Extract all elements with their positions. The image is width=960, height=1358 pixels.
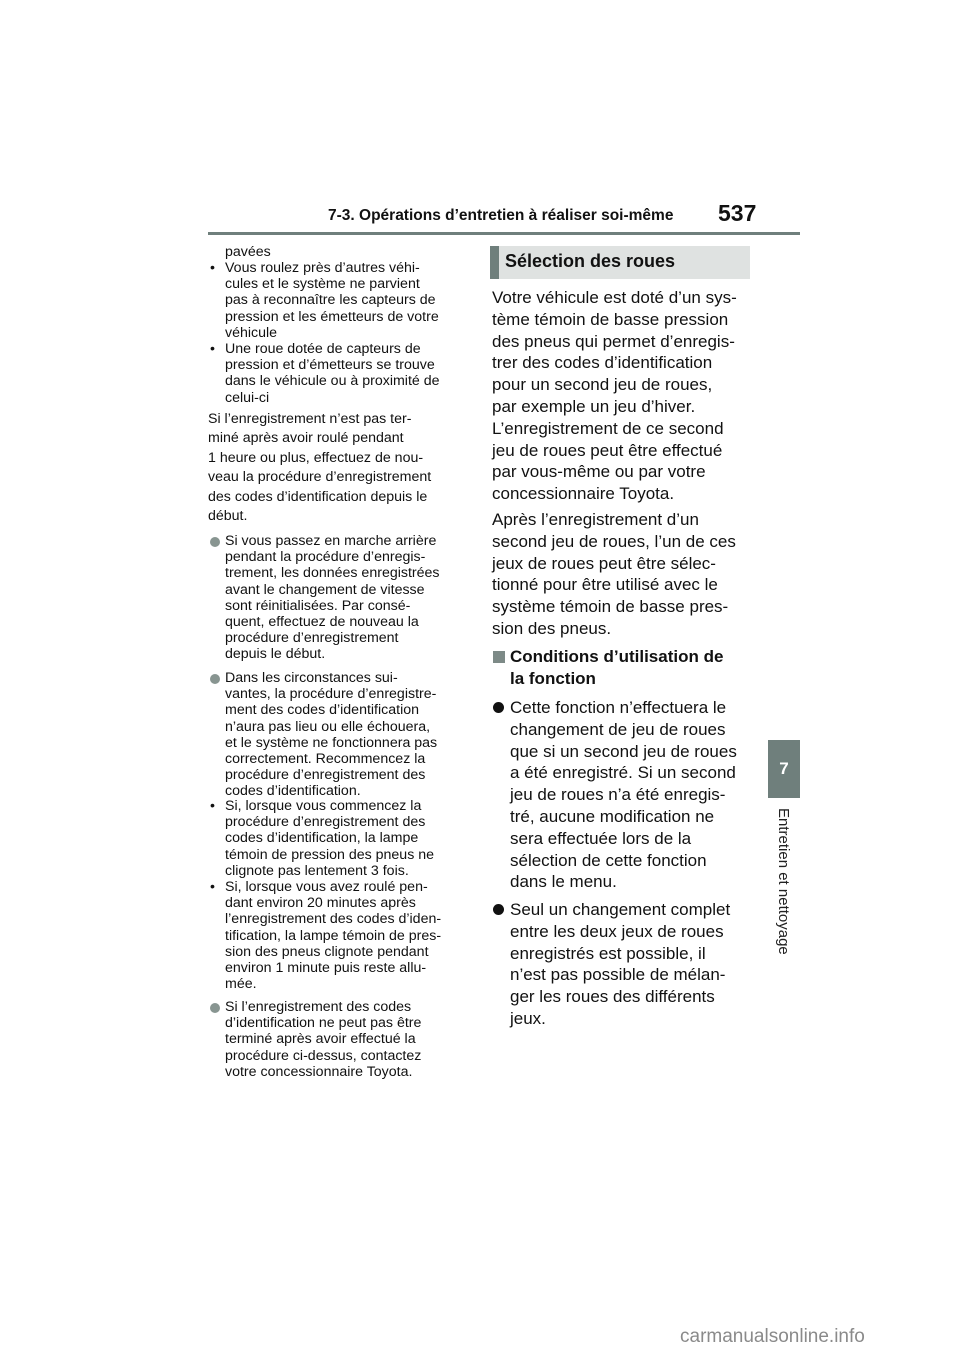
text-line: veau la procédure d’enregistrement [208, 469, 432, 486]
text-line: entre les deux jeux de roues [510, 921, 724, 941]
text-line: miné après avoir roulé pendant [208, 430, 404, 447]
text-line: jeu de roues n’a été enregis- [510, 785, 726, 805]
bullet-icon [493, 702, 504, 713]
dash-bullet: • [210, 341, 215, 357]
text-line: pas à reconnaître les capteurs de [225, 292, 436, 309]
text-line: pendant la procédure d’enregis- [225, 549, 426, 566]
subheading [510, 646, 723, 690]
text-line: cules et le système ne parvient [225, 276, 420, 293]
note-item [225, 533, 440, 663]
text-line: pression et les émetteurs de votre [225, 308, 439, 325]
text-line: début. [208, 508, 248, 525]
text-line: Votre véhicule est doté d’un sys- [492, 288, 737, 307]
paragraph [492, 509, 736, 640]
text-line: votre concessionnaire Toyota. [225, 1063, 413, 1080]
text-line: des pneus qui permet d’enregis- [492, 331, 735, 351]
text-line: Si l’enregistrement n’est pas ter- [208, 411, 412, 427]
text-line: que si un second jeu de roues [510, 741, 737, 761]
text-line: depuis le début. [225, 646, 326, 663]
text-line: d’identification ne peut pas être [225, 1015, 422, 1032]
text-line: sont réinitialisées. Par consé- [225, 597, 411, 614]
text-line: des codes d’identification depuis le [208, 488, 428, 505]
text-line: procédure d’enregistrement des [225, 814, 426, 831]
text-line: quent, effectuez de nouveau la [225, 614, 419, 631]
text-line: pavées [225, 244, 271, 260]
section-title: 7-3. Opérations d’entretien à réaliser soi-même [328, 207, 674, 224]
text-line: correctement. Recommencez la [225, 751, 426, 768]
text-line: sélection de cette fonction [510, 850, 707, 870]
text-line: n’aura pas lieu ou elle échouera, [225, 718, 431, 735]
text-line: avant le changement de vitesse [225, 581, 425, 598]
text-line: codes d’identification. [225, 783, 361, 800]
dash-bullet: • [210, 798, 215, 814]
paragraph [208, 410, 431, 526]
text-line: vantes, la procédure d’enregistre- [225, 686, 437, 703]
text-line: Si l’enregistrement des codes [225, 999, 412, 1015]
text-line: second jeu de roues, l’un de ces [492, 531, 736, 551]
text-line: sion des pneus. [492, 618, 612, 638]
text-line: Si, lorsque vous commencez la [225, 798, 422, 814]
text-line: codes d’identification, la lampe [225, 830, 419, 847]
text-line: enregistrés est possible, il [510, 943, 706, 963]
text-line: l’enregistrement des codes d’iden- [225, 911, 442, 928]
text-line: clignote pas lentement 3 fois. [225, 862, 409, 879]
text-line: trement, les données enregistrées [225, 565, 440, 582]
text-line: Si, lorsque vous avez roulé pen- [225, 879, 428, 895]
watermark: carmanualsonline.info [680, 1326, 865, 1347]
text-line: dans le menu. [510, 872, 617, 892]
text-line: sion des pneus clignote pendant [225, 943, 429, 960]
text-line: tionné pour être utilisé avec le [492, 575, 718, 595]
text-line: Cette fonction n’effectuera le [510, 698, 727, 717]
text-line: mée. [225, 976, 257, 993]
text-line: procédure ci-dessus, contactez [225, 1047, 422, 1064]
bullet-icon [493, 904, 504, 915]
text-line: celui-ci [225, 389, 270, 406]
text-line: par vous-même ou par votre [492, 462, 706, 482]
paragraph [492, 287, 737, 505]
text-line: procédure d’enregistrement des [225, 767, 426, 784]
text-line: Une roue dotée de capteurs de [225, 341, 421, 357]
text-line: tification, la lampe témoin de pres- [225, 927, 442, 944]
note-item [225, 999, 421, 1080]
text-line: Dans les circonstances sui- [225, 670, 398, 686]
text-line: et le système ne fonctionnera pas [225, 734, 438, 751]
text-line: trer des codes d’identification [492, 353, 713, 373]
text-line: la fonction [510, 668, 596, 688]
note-item [225, 670, 437, 800]
bullet-item [510, 697, 737, 893]
list-item [225, 798, 434, 879]
text-line: jeux de roues peut être sélec- [492, 553, 716, 573]
text-line: environ 1 minute puis reste allu- [225, 960, 427, 977]
text-line: sera effectuée lors de la [510, 828, 692, 848]
dash-bullet: • [210, 260, 215, 276]
text-line: a été enregistré. Si un second [510, 763, 736, 783]
text-line: pression et d’émetteurs se trouve [225, 357, 435, 374]
text-line: Si vous passez en marche arrière [225, 533, 437, 549]
note-bullet-icon [210, 674, 220, 684]
header-divider [208, 232, 800, 235]
list-item [225, 879, 441, 992]
text-line: changement de jeu de roues [510, 719, 726, 739]
text-line: ment des codes d’identification [225, 702, 420, 719]
chapter-number: 7 [779, 759, 789, 778]
section-heading [490, 246, 750, 279]
list-item [225, 260, 439, 341]
text-line: L’enregistrement de ce second [492, 418, 724, 438]
text-line: ger les roues des différents [510, 987, 715, 1007]
chapter-tab [768, 740, 800, 798]
dash-bullet: • [210, 879, 215, 895]
chapter-label: Entretien et nettoyage [775, 808, 792, 955]
text-line: procédure d’enregistrement [225, 630, 399, 647]
text-line: Seul un changement complet [510, 900, 731, 919]
square-bullet-icon [493, 651, 505, 663]
heading-accent-bar [490, 246, 499, 279]
page-number: 537 [718, 200, 757, 226]
text-line: tème témoin de basse pression [492, 309, 729, 329]
text-line: 1 heure ou plus, effectuez de nou- [208, 449, 424, 466]
bullet-item [510, 899, 730, 1030]
text-line: véhicule [225, 324, 278, 341]
text-line: jeu de roues peut être effectué [492, 440, 723, 460]
continued-text [225, 244, 271, 260]
text-line: par exemple un jeu d’hiver. [492, 396, 696, 416]
text-line: dant environ 20 minutes après [225, 895, 416, 912]
text-line: Conditions d’utilisation de [510, 647, 724, 666]
text-line: témoin de pression des pneus ne [225, 846, 435, 863]
text-line: Après l’enregistrement d’un [492, 510, 699, 529]
text-line: Vous roulez près d’autres véhi- [225, 260, 420, 276]
list-item [225, 341, 440, 406]
section-heading-text: Sélection des roues [505, 251, 676, 271]
text-line: dans le véhicule ou à proximité de [225, 373, 440, 390]
text-line: jeux. [510, 1008, 546, 1028]
text-line: n’est pas possible de mélan- [510, 965, 726, 985]
note-bullet-icon [210, 1003, 220, 1013]
text-line: système témoin de basse pres- [492, 597, 729, 617]
text-line: concessionnaire Toyota. [492, 484, 675, 504]
text-line: pour un second jeu de roues, [492, 375, 713, 395]
text-line: tré, aucune modification ne [510, 806, 715, 826]
text-line: terminé après avoir effectué la [225, 1031, 416, 1048]
note-bullet-icon [210, 537, 220, 547]
